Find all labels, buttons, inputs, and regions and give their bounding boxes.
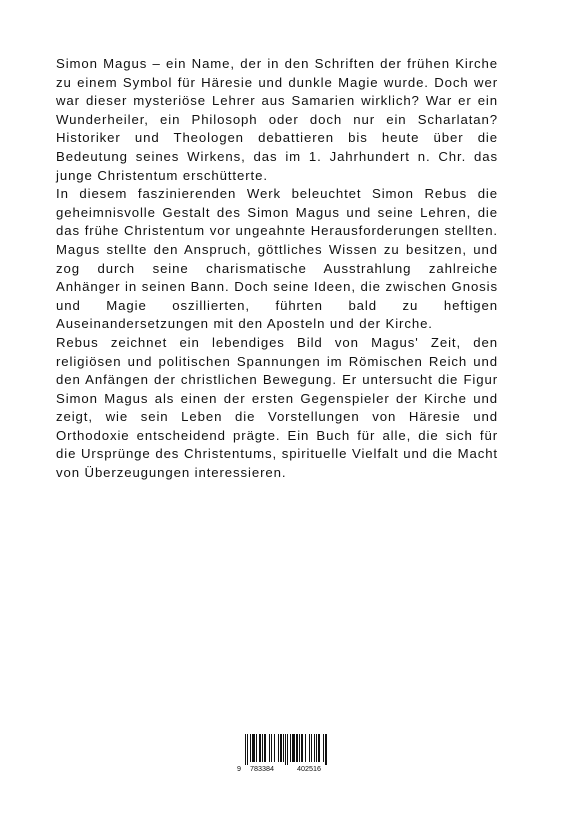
barcode-bar (250, 734, 251, 762)
barcode-digit-first: 9 (237, 764, 241, 773)
barcode-bar (325, 734, 327, 765)
barcode-bar (296, 734, 298, 762)
barcode-bar (264, 734, 266, 762)
barcode-bar (278, 734, 279, 762)
barcode-bar (247, 734, 248, 765)
barcode-digits-right: 402516 (297, 764, 321, 773)
barcode-bar (245, 734, 246, 765)
barcode-bar (292, 734, 295, 762)
barcode-bar (280, 734, 282, 762)
barcode-bar (309, 734, 310, 762)
barcode-bar (290, 734, 291, 762)
barcode-bar (259, 734, 261, 762)
barcode-bar (316, 734, 317, 762)
barcode-bar (323, 734, 324, 762)
barcode-bar (299, 734, 300, 762)
isbn-barcode (236, 733, 341, 773)
barcode-bar (256, 734, 257, 762)
barcode-bars (245, 734, 327, 765)
barcode-bar (318, 734, 320, 762)
blurb-paragraph-3: Rebus zeichnet ein lebendiges Bild von Magus' Zeit, den religiösen und politischen Spannungen im Römischen Reich und den Anfängen der christlichen Bewegung. Er untersucht die Figur Simon Magus als einen der ersten Gegenspieler der Kirche und zeigt, wie sein Leben die Vorstellungen von Häresie und Orthodoxie entscheidend prägte. Ein Buch für alle, die sich für die Ursprünge des Christentums, spirituelle Vielfalt und die Macht von Überzeugungen interessieren. (56, 334, 498, 481)
barcode-bar (311, 734, 312, 762)
barcode-bar (314, 734, 315, 762)
blurb-paragraph-2: In diesem faszinierenden Werk beleuchtet Simon Rebus die geheimnisvolle Gestalt des Simon Magus und seine Lehren, die das frühe Christentum vor ungeahnte Herausforderungen stellten. Magus stellte den Anspruch, göttliches Wissen zu besitzen, und zog durch seine charismatische Ausstrahlung zahlreiche Anhänger in seinen Bann. Doch seine Ideen, die zwischen Gnosis und Magie oszillierten, führten bald zu heftigen Auseinandersetzungen mit den Aposteln und der Kirche. (56, 186, 498, 332)
barcode-bar (287, 734, 288, 765)
barcode-bar (305, 734, 306, 762)
barcode-bar (271, 734, 272, 762)
barcode-bar (262, 734, 263, 762)
barcode-digits-left: 783384 (250, 764, 274, 773)
barcode-bar (269, 734, 270, 762)
blurb-text (56, 55, 498, 483)
barcode-bar (283, 734, 284, 762)
barcode-bar (285, 734, 286, 765)
barcode-bar (274, 734, 275, 762)
blurb-paragraph-1: Simon Magus – ein Name, der in den Schriften der frühen Kirche zu einem Symbol für Häresie und dunkle Magie wurde. Doch wer war dieser mysteriöse Lehrer aus Samarien wirklich? War er ein Wunderheiler, ein Philosoph oder doch nur ein Scharlatan? Historiker und Theologen debattieren bis heute über die Bedeutung seines Wirkens, das im 1. Jahrhundert n. Chr. das junge Christentum erschütterte. (56, 56, 498, 183)
barcode-bar (301, 734, 303, 762)
barcode-bar (252, 734, 255, 762)
